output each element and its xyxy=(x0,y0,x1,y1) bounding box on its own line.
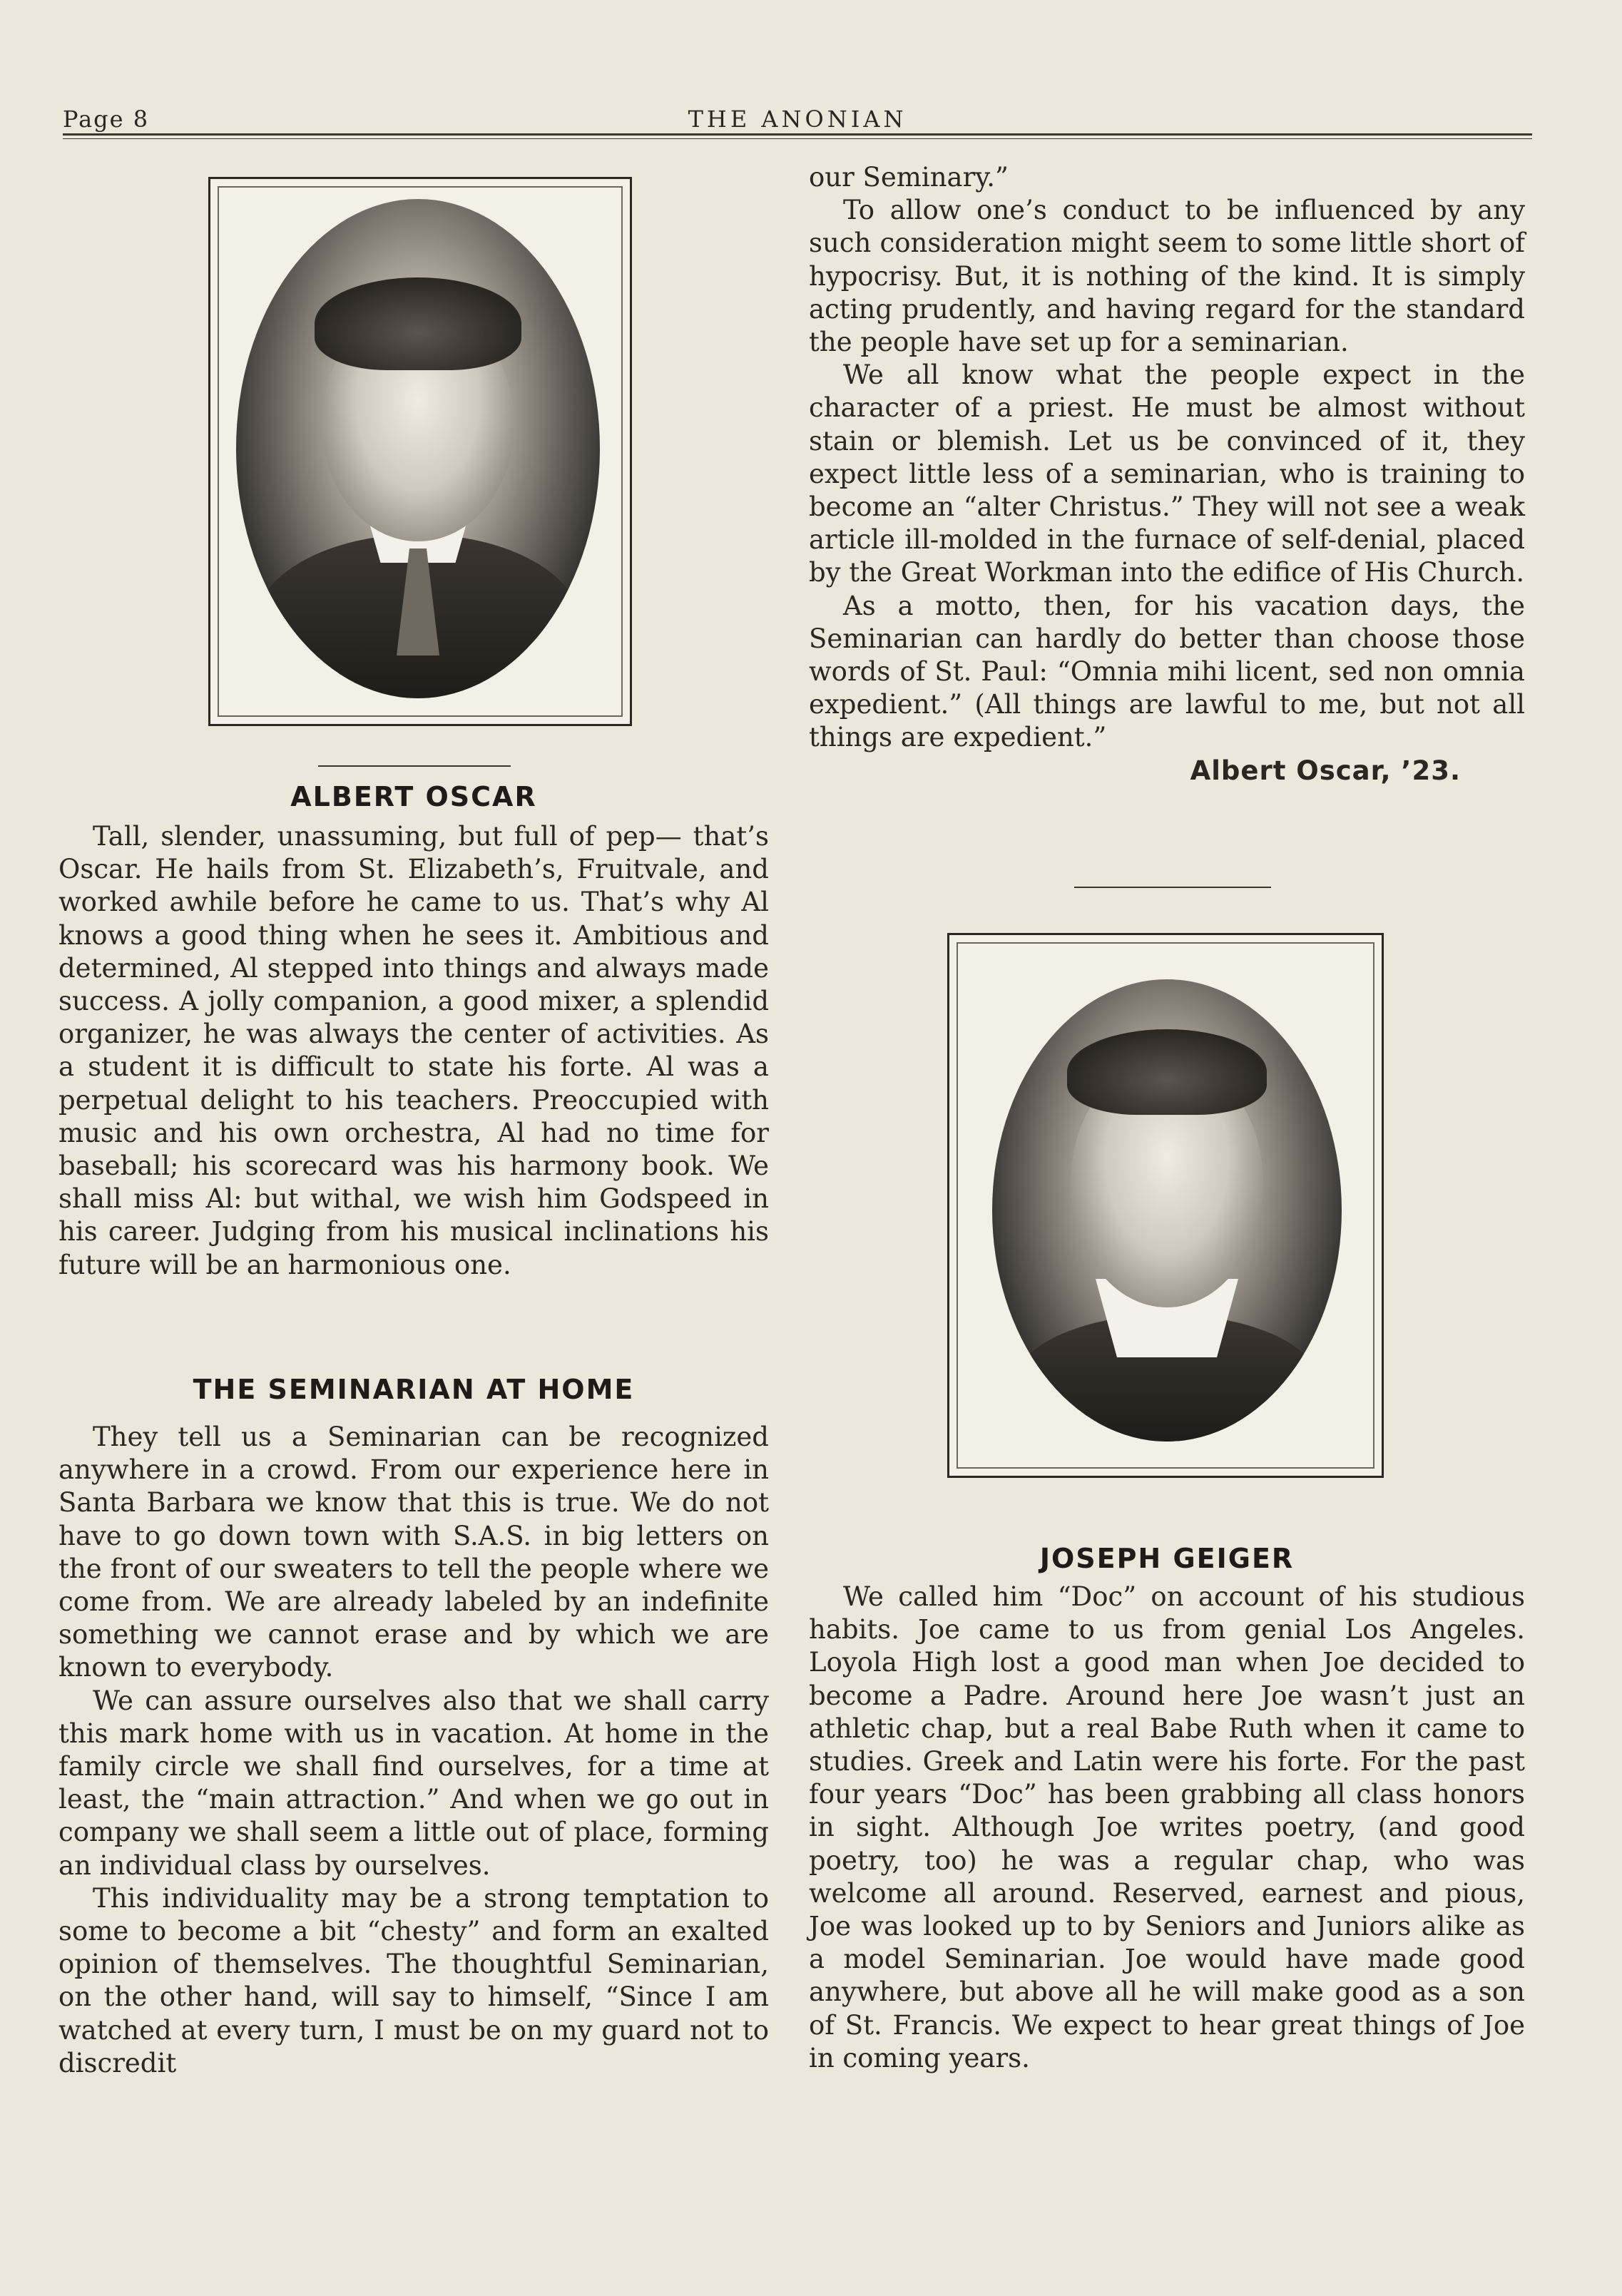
portrait-oval xyxy=(992,979,1342,1442)
albert-oscar-heading: ALBERT OSCAR xyxy=(290,781,537,812)
seminarian-heading: THE SEMINARIAN AT HOME xyxy=(193,1374,635,1405)
seminarian-paragraph-4: To allow one’s conduct to be influenced by any such consideration might seem to some little short of hypocrisy. But, it is nothing of the kind. It is simply acting prudently, and having regard for the standard the people have set up for a seminarian. xyxy=(809,195,1525,358)
portrait-oval xyxy=(236,199,600,698)
joseph-geiger-bio: We called him “Doc” on account of his studious habits. Joe came to us from genial Los Angeles. Loyola High lost a good man when Joe decided to become a Padre. Around here Joe wasn’t just an athletic chap, but a real Babe Ruth when it came to studies. Greek and Latin were his forte. For the past four years “Doc” has been grabbing all class honors in sight. Although Joe writes poetry, (and good poetry, too) he was a regular chap, who was welcome all around. Reserved, earnest and pious, Joe was looked up to by Seniors and Juniors alike as a model Seminarian. Joe would have made good anywhere, but above all he will make good as a son of St. Francis. We expect to hear great things of Joe in coming years. xyxy=(809,1581,1525,2073)
seminarian-paragraph-5: We all know what the people expect in the character of a priest. He must be almost without stain or blemish. Let us be convinced of it, they expect little less of a seminarian, who is training to become an “alter Christus.” They will not see a weak article ill-molded in the furnace of self-denial, placed by the Great Workman into the edifice of His Church. xyxy=(809,359,1525,588)
joseph-geiger-photo xyxy=(947,933,1384,1478)
divider xyxy=(1074,887,1271,888)
divider xyxy=(318,765,511,767)
publication-title: THE ANONIAN xyxy=(688,106,907,133)
seminarian-paragraph-6: As a motto, then, for his vacation days, the Seminarian can hardly do better than choose those words of St. Paul: “Omnia mihi licent, sed non omnia expedient.” (All things are lawful to me, but not all things are expedient.” xyxy=(809,590,1525,753)
page-number: Page 8 xyxy=(63,106,150,133)
joseph-geiger-heading: JOSEPH GEIGER xyxy=(1039,1543,1295,1574)
albert-oscar-bio: Tall, slender, unassuming, but full of pep— that’s Oscar. He hails from St. Elizabeth’s, Fruitvale, and worked awhile before he came to us. That’s why Al knows a good thing when he sees it. Ambitious and determined, Al stepped into things and always made success. A jolly companion, a good mixer, a splendid organizer, he was always the center of activities. As a student it is difficult to state his forte. Al was a perpetual delight to his teachers. Preoccupied with music and his own orchestra, Al had no time for baseball; his scorecard was his harmony book. We shall miss Al: but withal, we wish him Godspeed in his career. Judging from his musical inclinations his future will be an harmonious one. xyxy=(58,821,769,1280)
left-column xyxy=(58,820,769,1282)
seminarian-paragraph-2: We can assure ourselves also that we shall carry this mark home with us in vacation. At home in the family circle we shall find ourselves, for a time at least, the “main attraction.” And when we go out in company we shall seem a little out of place, forming an individual class by ourselves. xyxy=(58,1685,769,1881)
seminarian-article-left xyxy=(58,1421,769,2080)
joseph-geiger-bio-column xyxy=(809,1581,1525,2075)
seminarian-paragraph-1: They tell us a Seminarian can be recognized anywhere in a crowd. From our experience here in Santa Barbara we know that this is true. We do not have to go down town with S.A.S. in big letters on the front of our sweaters to tell the people where we come from. We are already labeled by an indefinite something we cannot erase and by which we are known to everybody. xyxy=(58,1422,769,1683)
seminarian-article-right xyxy=(809,161,1525,787)
article-signature: Albert Oscar, ’23. xyxy=(1190,755,1461,786)
header-rule xyxy=(63,133,1532,136)
albert-oscar-photo xyxy=(208,177,632,726)
seminarian-paragraph-3: This individuality may be a strong temptation to some to become a bit “chesty” and form an exalted opinion of themselves. The thoughtful Seminarian, on the other hand, will say to himself, “Since I am watched at every turn, I must be on my guard not to discredit xyxy=(58,1882,769,2078)
page-header xyxy=(63,106,1532,137)
header-rule-thin xyxy=(63,138,1532,139)
seminarian-paragraph-3-cont: our Seminary.” xyxy=(809,162,1009,193)
